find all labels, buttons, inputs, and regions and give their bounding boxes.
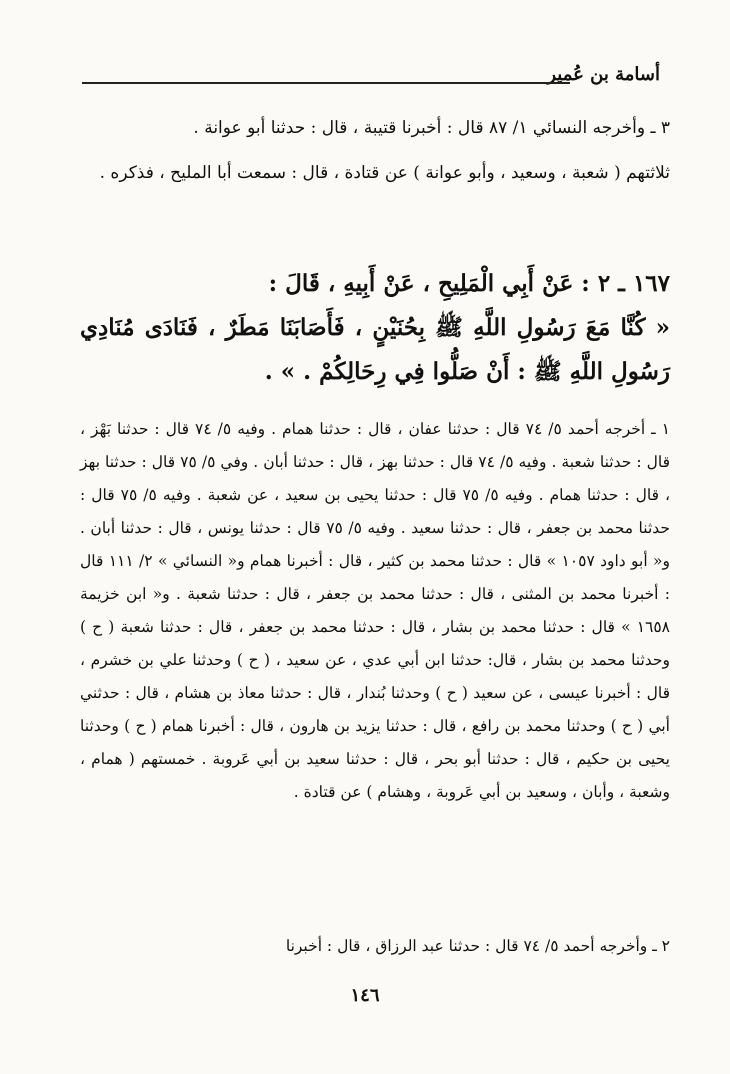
takhrij-note-1: ١ ـ أخرجه أحمد ٥/ ٧٤ قال : حدثنا عفان ، قال : حدثنا همام . وفيه ٥/ ٧٤ قال : حدثنا بَهْز ، قال : حدثنا شعبة . وفيه ٥/ ٧٤ قال : حدثنا بهز ، قال : حدثنا أبان . وفي ٥/ ٧٥ قال : حدثنا بهز ، قال : حدثنا همام . وفيه ٥/ ٧٥ قال : حدثنا يحيى بن سعيد ، عن شعبة . وفيه ٥/ ٧٥ قال : حدثنا محمد بن جعفر ، قال : حدثنا سعيد . وفيه ٥/ ٧٥ قال : حدثنا يونس ، قال : حدثنا أبان . و« أبو داود ١٠٥٧ » قال : حدثنا محمد بن كثير ، قال : أخبرنا همام و« النسائي » ٢/ ١١١ قال : أخبرنا محمد بن المثنى ، قال : حدثنا محمد بن جعفر ، قال : حدثنا شعبة . و« ابن خزيمة ١٦٥٨ » قال : حدثنا محمد بن بشار ، قال : حدثنا محمد بن جعفر ، قال : حدثنا شعبة ( ح ) وحدثنا محمد بن بشار ، قال: حدثنا ابن أبي عدي ، عن سعيد ، ( ح ) وحدثنا علي بن خشرم ، قال : أخبرنا عيسى ، عن سعيد ( ح ) وحدثنا بُندار ، قال : حدثنا معاذ بن هشام ، قال : حدثني أبي ( ح ) وحدثنا محمد بن رافع ، قال : حدثنا يزيد بن هارون ، قال : أخبرنا همام ( ح ) وحدثنا يحيى بن حكيم ، قال : حدثنا أبو بحر ، قال : حدثنا سعيد بن أبي عَروبة . خمستهم ( همام ، وشعبة ، وأبان ، وسعيد بن أبي عَروبة ، وهشام ) عن قتادة . — [80, 420, 670, 801]
hadith-heading: ١٦٧ ـ ٢ : عَنْ أَبِي الْمَلِيحِ ، عَنْ أَبِيهِ ، قَالَ : — [268, 270, 670, 297]
running-header-title: أسامة بن عُمير — [547, 64, 660, 85]
takhrij-note-2: ٢ ـ وأخرجه أحمد ٥/ ٧٤ قال : حدثنا عبد الرزاق ، قال : أخبرنا — [285, 937, 670, 955]
hadith-block — [80, 262, 670, 394]
page-number: ١٤٦ — [350, 985, 380, 1006]
hadith-text: « كُنَّا مَعَ رَسُولِ اللَّهِ ﷺ بِحُنَيْنٍ ، فَأَصَابَنَا مَطَرٌ ، فَنَادَى مُنَادِي رَسُولِ اللَّهِ ﷺ : أَنْ صَلُّوا فِي رِحَالِكُمْ . » . — [80, 314, 670, 385]
header-rule — [82, 82, 570, 84]
top-note-line-2: ثلاثتهم ( شعبة ، وسعيد ، وأبو عوانة ) عن قتادة ، قال : سمعت أبا المليح ، فذكره . — [99, 163, 670, 183]
top-note-line-1: ٣ ـ وأخرجه النسائي ١/ ٨٧ قال : أخبرنا قتيبة ، قال : حدثنا أبو عوانة . — [193, 118, 670, 138]
